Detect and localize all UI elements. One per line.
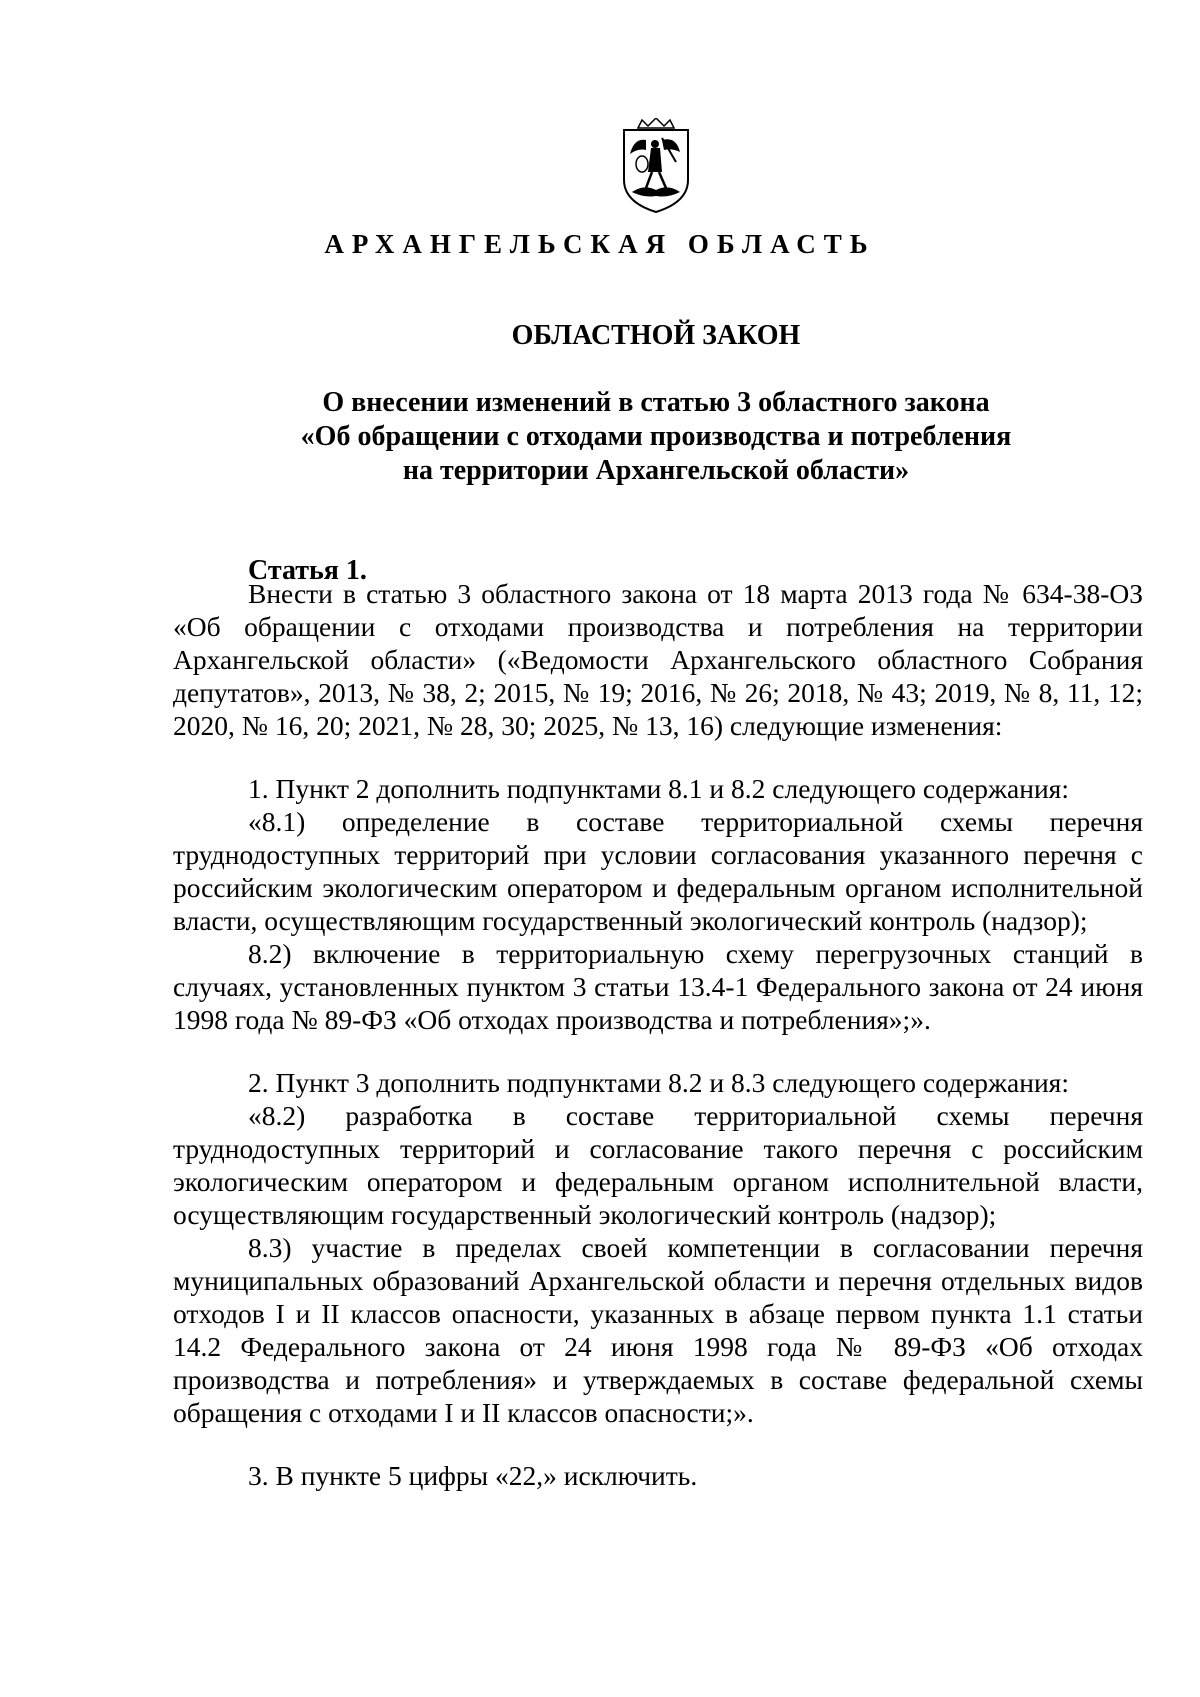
region-name: АРХАНГЕЛЬСКАЯ ОБЛАСТЬ <box>324 229 876 259</box>
law-type: ОБЛАСТНОЙ ЗАКОН <box>511 320 801 351</box>
law-title <box>0 386 1200 488</box>
item-3-lead: 3. В пункте 5 цифры «22,» исключить. <box>248 1460 698 1491</box>
law-title-line: О внесении изменений в статью 3 областного закона <box>322 387 990 418</box>
law-title-line: «Об обращении с отходами производства и потребления <box>300 421 1012 452</box>
item-2-lead: 2. Пункт 3 дополнить подпунктами 8.2 и 8.3 следующего содержания: <box>248 1067 1069 1098</box>
item-2-subitem-8-3: 8.3) участие в пределах своей компетенции в согласовании перечня муниципальных образований Архангельской области и перечня отдельных видов отходов I и II классов опасности, указанных в абзаце первом пункта 1.1 статьи 14.2 Федерального закона от 24 июня 1998 года № 89-ФЗ «Об отходах производства и потребления» и утверждаемых в составе федеральной схемы обращения с отходами I и II классов опасности;». <box>173 1232 1143 1428</box>
item-1-subitem-8-2: 8.2) включение в территориальную схему перегрузочных станций в случаях, установленных пунктом 3 статьи 13.4-1 Федерального закона от 24 июня 1998 года № 89-ФЗ «Об отходах производства и потребления»;». <box>173 938 1143 1035</box>
article-intro: Внести в статью 3 областного закона от 18 марта 2013 года № 634-38-ОЗ «Об обращении с отходами производства и потребления на территории Архангельской области» («Ведомости Архангельского областного Собрания депутатов», 2013, № 38, 2; 2015, № 19; 2016, № 26; 2018, № 43; 2019, № 8, 11, 12; 2020, № 16, 20; 2021, № 28, 30; 2025, № 13, 16) следующие изменения: <box>173 578 1143 741</box>
arkhangelsk-coat-of-arms-icon <box>616 118 696 214</box>
article-body <box>173 577 1143 1492</box>
item-2-subitem-8-2: «8.2) разработка в составе территориальной схемы перечня труднодоступных территорий и согласование такого перечня с российским экологическим оператором и федеральным органом исполнительной власти, осуществляющим государственный экологический контроль (надзор); <box>173 1100 1143 1230</box>
article-heading: Статья 1. <box>248 555 367 586</box>
law-title-line: на территории Архангельской области» <box>402 455 910 486</box>
item-1-subitem-8-1: «8.1) определение в составе территориальной схемы перечня труднодоступных территорий при условии согласования указанного перечня с российским экологическим оператором и федеральным органом исполнительной власти, осуществляющим государственный экологический контроль (надзор); <box>173 806 1143 936</box>
item-1-lead: 1. Пункт 2 дополнить подпунктами 8.1 и 8.2 следующего содержания: <box>248 773 1069 804</box>
